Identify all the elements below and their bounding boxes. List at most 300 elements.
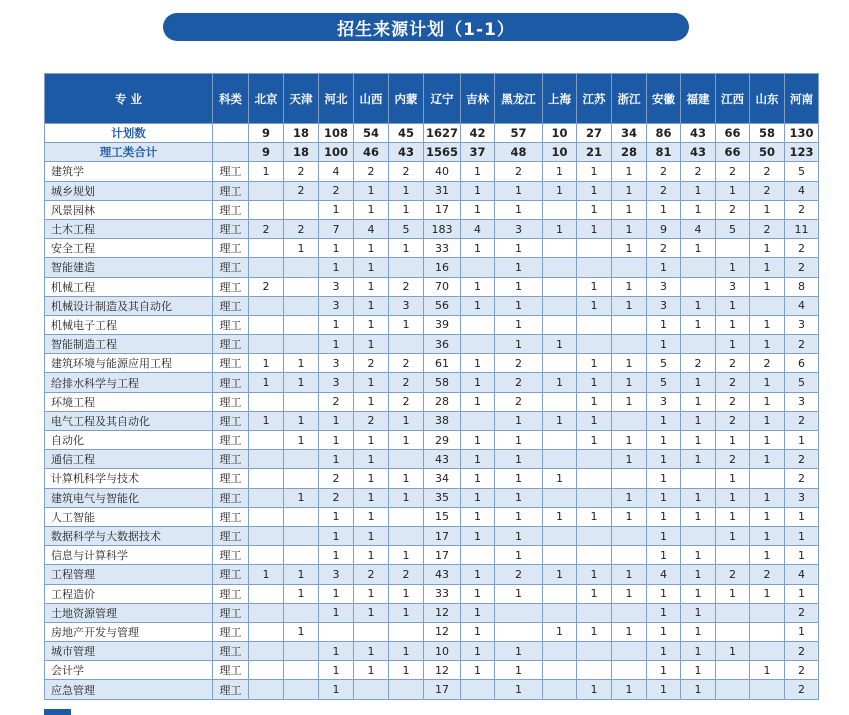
table-row — [45, 373, 819, 392]
major-name: 给排水科学与工程 — [45, 373, 213, 392]
quota-cell: 1 — [716, 315, 750, 334]
quota-cell — [461, 411, 495, 430]
quota-cell — [319, 622, 354, 641]
quota-cell — [389, 622, 424, 641]
quota-cell: 1 — [750, 315, 785, 334]
quota-cell: 1 — [319, 200, 354, 219]
quota-cell: 1 — [716, 335, 750, 354]
major-name: 建筑学 — [45, 162, 213, 181]
quota-cell — [284, 469, 319, 488]
quota-cell: 1 — [249, 162, 284, 181]
quota-cell: 3 — [785, 488, 819, 507]
quota-cell: 1 — [249, 411, 284, 430]
quota-cell — [543, 258, 577, 277]
header-province: 天津 — [284, 74, 319, 124]
quota-cell: 2 — [495, 392, 543, 411]
table-row — [45, 450, 819, 469]
quota-cell — [681, 258, 716, 277]
quota-cell: 46 — [354, 143, 389, 162]
table-row — [45, 488, 819, 507]
quota-cell — [543, 526, 577, 545]
quota-cell: 1 — [461, 392, 495, 411]
quota-cell: 1 — [249, 354, 284, 373]
quota-cell — [389, 258, 424, 277]
quota-cell: 1 — [750, 584, 785, 603]
quota-cell: 86 — [647, 124, 681, 143]
quota-cell — [612, 546, 647, 565]
quota-cell — [284, 603, 319, 622]
quota-cell — [543, 392, 577, 411]
quota-cell — [249, 296, 284, 315]
quota-cell: 1 — [577, 354, 612, 373]
quota-cell: 1 — [681, 603, 716, 622]
quota-cell: 9 — [647, 219, 681, 238]
quota-cell: 2 — [354, 565, 389, 584]
quota-cell: 1 — [750, 335, 785, 354]
quota-cell: 1 — [750, 258, 785, 277]
category-cell: 理工 — [213, 277, 249, 296]
quota-cell: 2 — [249, 277, 284, 296]
quota-cell: 1 — [577, 507, 612, 526]
quota-cell — [249, 392, 284, 411]
quota-cell: 12 — [424, 661, 461, 680]
quota-cell: 1 — [543, 622, 577, 641]
quota-cell: 1 — [612, 200, 647, 219]
table-row — [45, 181, 819, 200]
quota-cell: 1 — [681, 431, 716, 450]
table-row — [45, 526, 819, 545]
quota-cell: 7 — [319, 219, 354, 238]
header-province: 江西 — [716, 74, 750, 124]
quota-cell: 1 — [389, 488, 424, 507]
category-cell: 理工 — [213, 431, 249, 450]
quota-cell: 57 — [495, 124, 543, 143]
quota-cell — [354, 622, 389, 641]
quota-cell: 1 — [284, 411, 319, 430]
header-province: 河南 — [785, 74, 819, 124]
quota-cell: 1 — [647, 584, 681, 603]
quota-cell: 1 — [495, 315, 543, 334]
quota-cell — [543, 488, 577, 507]
quota-cell: 1 — [577, 200, 612, 219]
quota-cell: 1 — [543, 373, 577, 392]
quota-cell: 1 — [495, 546, 543, 565]
quota-cell: 1 — [495, 450, 543, 469]
quota-cell — [249, 181, 284, 200]
quota-cell: 2 — [681, 162, 716, 181]
quota-cell: 1 — [461, 642, 495, 661]
quota-cell — [612, 526, 647, 545]
quota-cell: 1 — [681, 411, 716, 430]
quota-cell: 43 — [389, 143, 424, 162]
quota-cell: 1 — [284, 431, 319, 450]
title-banner — [163, 13, 689, 41]
quota-cell: 2 — [284, 219, 319, 238]
quota-cell: 1 — [543, 162, 577, 181]
quota-cell: 1 — [354, 277, 389, 296]
quota-cell: 1 — [461, 488, 495, 507]
quota-cell: 1 — [543, 411, 577, 430]
quota-cell: 1 — [577, 622, 612, 641]
header-province: 福建 — [681, 74, 716, 124]
quota-cell: 1 — [750, 507, 785, 526]
quota-cell: 1 — [249, 373, 284, 392]
quota-cell: 1 — [612, 584, 647, 603]
table-row — [45, 335, 819, 354]
header-province: 江苏 — [577, 74, 612, 124]
quota-cell — [284, 642, 319, 661]
quota-cell: 1 — [681, 373, 716, 392]
quota-cell: 2 — [389, 373, 424, 392]
quota-cell: 1 — [750, 239, 785, 258]
quota-cell: 2 — [284, 162, 319, 181]
quota-cell: 1 — [681, 680, 716, 699]
quota-cell: 58 — [750, 124, 785, 143]
quota-cell — [612, 411, 647, 430]
quota-cell — [681, 335, 716, 354]
quota-cell — [543, 277, 577, 296]
table-row — [45, 258, 819, 277]
quota-cell: 1 — [612, 488, 647, 507]
quota-cell: 1 — [647, 258, 681, 277]
quota-cell: 2 — [389, 162, 424, 181]
category-cell: 理工 — [213, 162, 249, 181]
quota-cell: 17 — [424, 680, 461, 699]
quota-cell: 34 — [612, 124, 647, 143]
table-row — [45, 565, 819, 584]
quota-cell — [284, 680, 319, 699]
quota-cell: 43 — [424, 450, 461, 469]
quota-cell — [750, 469, 785, 488]
quota-cell: 9 — [249, 143, 284, 162]
quota-cell: 43 — [681, 143, 716, 162]
quota-cell: 1 — [647, 411, 681, 430]
quota-cell: 50 — [750, 143, 785, 162]
quota-cell: 1 — [495, 526, 543, 545]
quota-cell — [681, 469, 716, 488]
quota-cell: 1 — [716, 488, 750, 507]
quota-cell — [354, 680, 389, 699]
quota-cell — [543, 680, 577, 699]
quota-cell: 1 — [577, 411, 612, 430]
quota-cell: 1 — [577, 680, 612, 699]
quota-cell: 2 — [716, 565, 750, 584]
quota-cell: 1 — [785, 622, 819, 641]
quota-cell — [249, 335, 284, 354]
quota-cell — [249, 546, 284, 565]
quota-cell: 1 — [647, 450, 681, 469]
quota-cell: 43 — [681, 124, 716, 143]
major-name: 城乡规划 — [45, 181, 213, 200]
quota-cell: 1 — [389, 315, 424, 334]
table-row — [45, 680, 819, 699]
quota-cell: 1 — [612, 373, 647, 392]
quota-cell: 1 — [750, 277, 785, 296]
quota-cell — [577, 488, 612, 507]
quota-cell: 1 — [612, 181, 647, 200]
quota-cell: 1 — [750, 546, 785, 565]
table-row — [45, 507, 819, 526]
quota-cell: 1 — [495, 469, 543, 488]
major-name: 机械工程 — [45, 277, 213, 296]
quota-cell: 2 — [389, 354, 424, 373]
quota-cell: 1 — [750, 661, 785, 680]
quota-cell: 2 — [785, 335, 819, 354]
quota-cell: 1 — [716, 296, 750, 315]
quota-cell: 1 — [389, 642, 424, 661]
quota-cell: 1 — [543, 219, 577, 238]
quota-cell: 2 — [785, 411, 819, 430]
quota-cell — [612, 661, 647, 680]
quota-cell — [543, 354, 577, 373]
quota-cell: 43 — [424, 565, 461, 584]
quota-cell: 3 — [785, 315, 819, 334]
quota-cell: 2 — [716, 392, 750, 411]
quota-cell: 1 — [495, 277, 543, 296]
quota-cell: 1 — [495, 239, 543, 258]
header-province: 吉林 — [461, 74, 495, 124]
quota-cell: 58 — [424, 373, 461, 392]
quota-cell: 1 — [543, 507, 577, 526]
quota-cell: 1 — [495, 584, 543, 603]
header-province: 山西 — [354, 74, 389, 124]
quota-cell: 1 — [461, 296, 495, 315]
header-province: 安徽 — [647, 74, 681, 124]
quota-cell — [543, 584, 577, 603]
quota-cell: 1 — [495, 680, 543, 699]
quota-cell: 1 — [716, 181, 750, 200]
quota-cell — [249, 200, 284, 219]
quota-cell — [249, 584, 284, 603]
quota-cell: 1 — [284, 565, 319, 584]
major-name: 机械设计制造及其自动化 — [45, 296, 213, 315]
table-row — [45, 622, 819, 641]
summary-row — [45, 143, 819, 162]
quota-cell: 3 — [389, 296, 424, 315]
header-province: 北京 — [249, 74, 284, 124]
quota-cell: 1 — [389, 546, 424, 565]
category-cell — [213, 143, 249, 162]
quota-cell: 1 — [319, 584, 354, 603]
quota-cell: 81 — [647, 143, 681, 162]
quota-cell — [249, 642, 284, 661]
quota-cell: 2 — [785, 603, 819, 622]
quota-cell: 1 — [461, 239, 495, 258]
quota-cell: 1 — [319, 335, 354, 354]
quota-cell — [284, 296, 319, 315]
quota-cell: 2 — [750, 565, 785, 584]
quota-cell: 3 — [319, 373, 354, 392]
quota-cell: 10 — [543, 124, 577, 143]
quota-cell: 1 — [389, 661, 424, 680]
quota-cell: 2 — [495, 162, 543, 181]
quota-cell — [681, 526, 716, 545]
quota-cell: 1 — [647, 526, 681, 545]
quota-cell: 3 — [319, 354, 354, 373]
quota-cell: 1 — [495, 431, 543, 450]
category-cell: 理工 — [213, 584, 249, 603]
quota-cell — [716, 603, 750, 622]
quota-cell — [389, 526, 424, 545]
quota-cell — [249, 488, 284, 507]
quota-cell: 1 — [647, 200, 681, 219]
quota-cell: 130 — [785, 124, 819, 143]
category-cell: 理工 — [213, 181, 249, 200]
quota-cell: 100 — [319, 143, 354, 162]
quota-cell: 3 — [319, 565, 354, 584]
quota-cell: 70 — [424, 277, 461, 296]
quota-cell: 1 — [354, 181, 389, 200]
quota-cell: 1 — [785, 431, 819, 450]
quota-cell: 1 — [495, 661, 543, 680]
major-name: 工程管理 — [45, 565, 213, 584]
quota-cell — [543, 431, 577, 450]
quota-cell: 2 — [495, 354, 543, 373]
quota-cell: 5 — [647, 354, 681, 373]
table-body — [45, 124, 819, 700]
table-row — [45, 296, 819, 315]
quota-cell: 1 — [389, 181, 424, 200]
quota-cell: 1 — [495, 411, 543, 430]
table-row — [45, 239, 819, 258]
quota-cell: 56 — [424, 296, 461, 315]
quota-cell: 29 — [424, 431, 461, 450]
quota-cell: 1 — [681, 546, 716, 565]
quota-cell: 2 — [495, 373, 543, 392]
quota-cell: 2 — [750, 354, 785, 373]
quota-cell — [716, 661, 750, 680]
quota-cell — [495, 622, 543, 641]
quota-cell: 33 — [424, 584, 461, 603]
quota-cell: 2 — [716, 162, 750, 181]
header-province: 辽宁 — [424, 74, 461, 124]
quota-cell: 2 — [785, 450, 819, 469]
quota-cell — [249, 258, 284, 277]
quota-cell: 1 — [284, 488, 319, 507]
quota-cell: 1 — [495, 181, 543, 200]
quota-cell: 5 — [785, 162, 819, 181]
quota-cell: 1 — [354, 239, 389, 258]
quota-cell — [249, 622, 284, 641]
major-name: 数据科学与大数据技术 — [45, 526, 213, 545]
quota-cell: 1 — [612, 507, 647, 526]
quota-cell — [716, 546, 750, 565]
quota-cell: 1 — [284, 354, 319, 373]
quota-cell — [577, 603, 612, 622]
quota-cell — [249, 680, 284, 699]
quota-cell: 1 — [785, 546, 819, 565]
quota-cell: 1 — [612, 392, 647, 411]
quota-cell: 1 — [785, 526, 819, 545]
table-row — [45, 431, 819, 450]
quota-cell: 1 — [461, 373, 495, 392]
quota-cell: 1 — [319, 546, 354, 565]
quota-cell: 1 — [354, 642, 389, 661]
quota-cell: 2 — [785, 680, 819, 699]
category-cell: 理工 — [213, 258, 249, 277]
quota-cell — [249, 450, 284, 469]
table-row — [45, 219, 819, 238]
quota-cell: 1 — [495, 200, 543, 219]
quota-cell — [577, 469, 612, 488]
quota-cell: 1 — [461, 181, 495, 200]
quota-cell: 16 — [424, 258, 461, 277]
quota-cell: 1 — [284, 622, 319, 641]
quota-cell: 1 — [495, 642, 543, 661]
header-province: 内蒙 — [389, 74, 424, 124]
table-row — [45, 584, 819, 603]
quota-cell: 1 — [681, 315, 716, 334]
quota-cell: 1 — [577, 373, 612, 392]
quota-cell: 18 — [284, 143, 319, 162]
quota-cell: 1 — [681, 565, 716, 584]
quota-cell — [543, 642, 577, 661]
quota-cell — [284, 526, 319, 545]
quota-cell: 2 — [785, 239, 819, 258]
quota-cell: 1 — [750, 392, 785, 411]
quota-cell: 17 — [424, 200, 461, 219]
category-cell: 理工 — [213, 642, 249, 661]
table-row — [45, 546, 819, 565]
quota-cell: 1 — [354, 296, 389, 315]
quota-cell: 1 — [681, 450, 716, 469]
quota-cell: 61 — [424, 354, 461, 373]
quota-cell: 34 — [424, 469, 461, 488]
quota-cell — [461, 335, 495, 354]
quota-cell: 1 — [354, 335, 389, 354]
quota-cell: 2 — [785, 469, 819, 488]
quota-cell: 1 — [647, 622, 681, 641]
quota-cell: 2 — [389, 392, 424, 411]
quota-cell — [750, 296, 785, 315]
quota-cell: 1 — [577, 277, 612, 296]
category-cell: 理工 — [213, 622, 249, 641]
quota-cell — [389, 507, 424, 526]
quota-cell — [577, 335, 612, 354]
quota-cell — [461, 546, 495, 565]
quota-cell — [543, 239, 577, 258]
quota-cell: 1 — [647, 335, 681, 354]
quota-cell — [284, 661, 319, 680]
quota-cell: 1 — [543, 181, 577, 200]
quota-cell: 1 — [354, 469, 389, 488]
quota-cell: 1 — [319, 450, 354, 469]
quota-cell: 4 — [461, 219, 495, 238]
quota-cell — [577, 546, 612, 565]
quota-cell: 1 — [319, 431, 354, 450]
category-cell: 理工 — [213, 200, 249, 219]
quota-cell: 1 — [681, 392, 716, 411]
quota-cell: 1 — [495, 296, 543, 315]
major-name: 通信工程 — [45, 450, 213, 469]
quota-cell: 2 — [319, 469, 354, 488]
quota-cell: 40 — [424, 162, 461, 181]
quota-cell: 2 — [785, 661, 819, 680]
quota-cell: 1 — [354, 603, 389, 622]
category-cell: 理工 — [213, 450, 249, 469]
table-row — [45, 603, 819, 622]
quota-cell: 1 — [612, 277, 647, 296]
quota-cell: 17 — [424, 546, 461, 565]
quota-cell — [577, 642, 612, 661]
major-name: 自动化 — [45, 431, 213, 450]
quota-cell: 2 — [647, 239, 681, 258]
category-cell: 理工 — [213, 546, 249, 565]
quota-cell: 33 — [424, 239, 461, 258]
quota-cell: 1 — [461, 661, 495, 680]
quota-cell: 3 — [319, 296, 354, 315]
quota-cell: 1 — [319, 507, 354, 526]
